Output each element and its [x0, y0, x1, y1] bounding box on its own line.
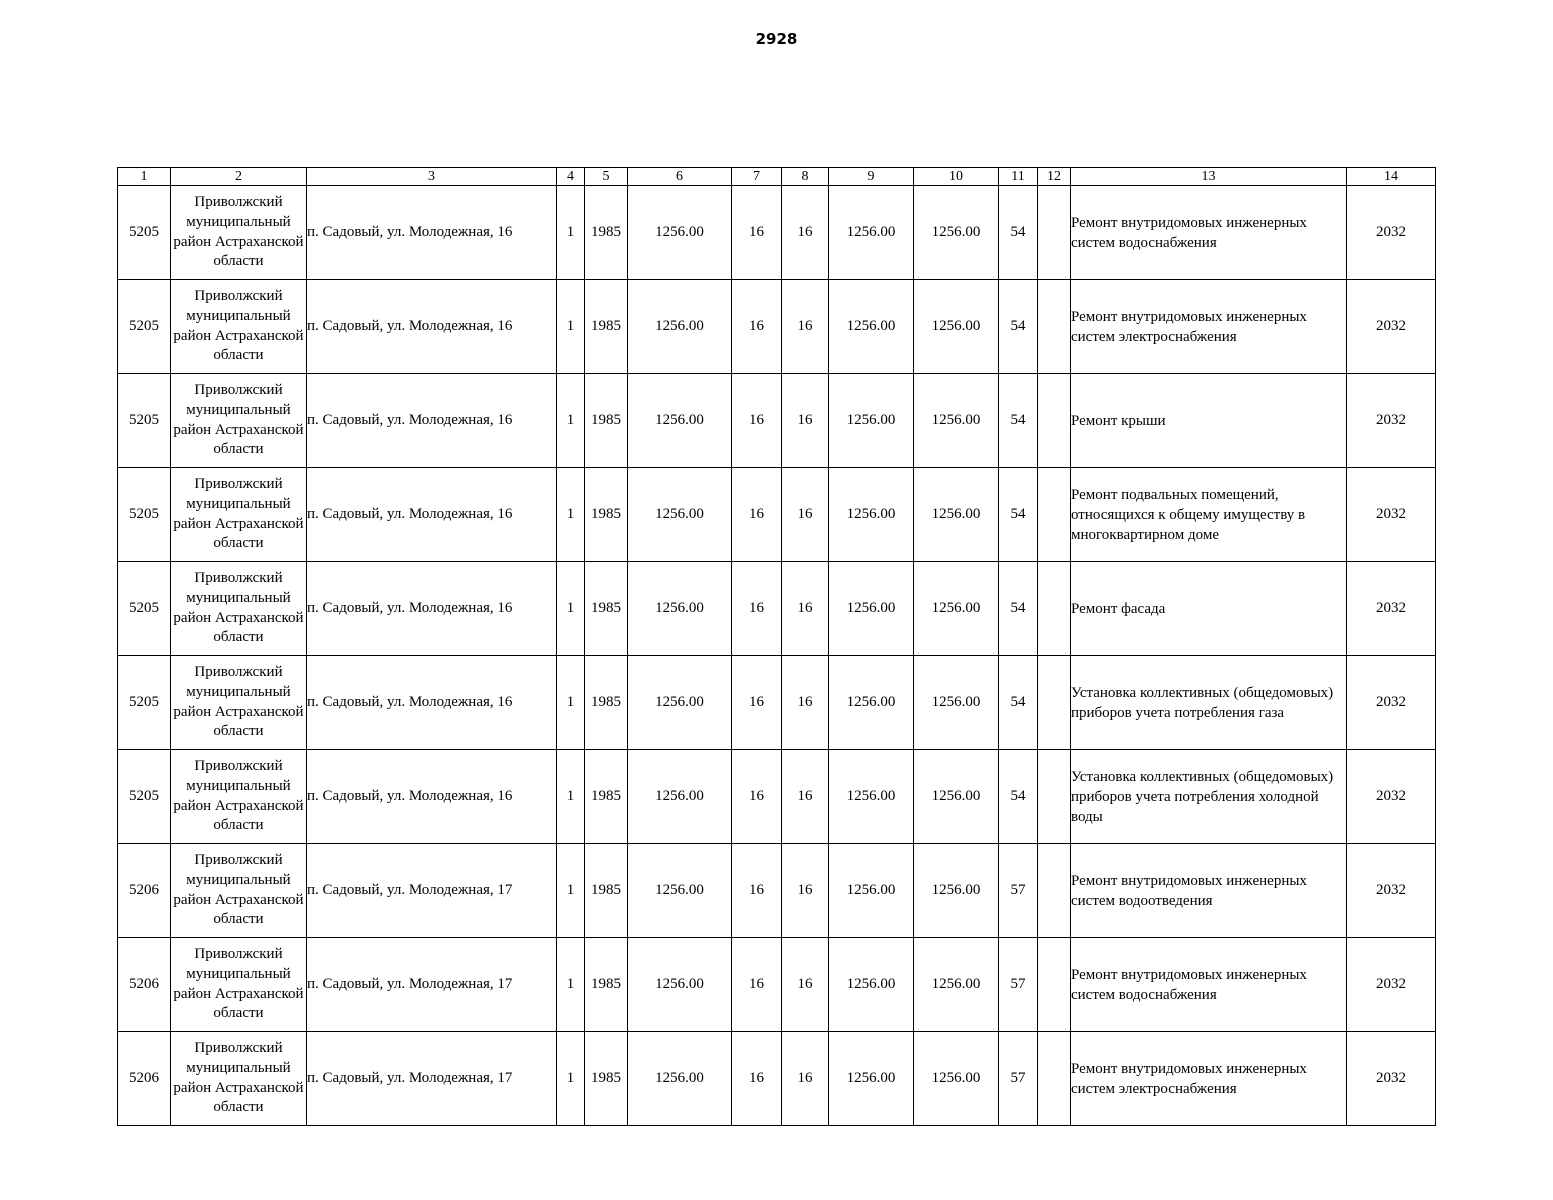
cell-plan-year: 2032: [1347, 562, 1436, 656]
column-header: 7: [732, 168, 782, 186]
cell-work-type: Ремонт крыши: [1071, 374, 1347, 468]
cell-plan-year: 2032: [1347, 280, 1436, 374]
cell-col7: 16: [732, 562, 782, 656]
cell-municipality: Приволжский муниципальный район Астраханской области: [171, 374, 307, 468]
cell-col9: 1256.00: [829, 750, 914, 844]
cell-col8: 16: [782, 186, 829, 280]
cell-col11: 57: [999, 938, 1038, 1032]
column-header: 1: [118, 168, 171, 186]
cell-col12: [1038, 374, 1071, 468]
table-body: [118, 186, 1436, 1126]
cell-col11: 57: [999, 1032, 1038, 1126]
cell-record-id: 5205: [118, 186, 171, 280]
cell-year: 1985: [585, 280, 628, 374]
cell-work-type: Ремонт внутридомовых инженерных систем электроснабжения: [1071, 280, 1347, 374]
capital-repair-table: [117, 167, 1436, 1126]
column-header: 10: [914, 168, 999, 186]
cell-col6: 1256.00: [628, 1032, 732, 1126]
cell-col9: 1256.00: [829, 656, 914, 750]
cell-col4: 1: [557, 750, 585, 844]
cell-address: п. Садовый, ул. Молодежная, 16: [307, 750, 557, 844]
cell-col6: 1256.00: [628, 844, 732, 938]
cell-col10: 1256.00: [914, 562, 999, 656]
cell-col6: 1256.00: [628, 280, 732, 374]
cell-col10: 1256.00: [914, 656, 999, 750]
cell-col12: [1038, 186, 1071, 280]
cell-municipality: Приволжский муниципальный район Астраханской области: [171, 280, 307, 374]
cell-col8: 16: [782, 844, 829, 938]
cell-col4: 1: [557, 656, 585, 750]
cell-col6: 1256.00: [628, 186, 732, 280]
cell-record-id: 5205: [118, 280, 171, 374]
table-row: [118, 468, 1436, 562]
table-row: [118, 562, 1436, 656]
cell-record-id: 5205: [118, 656, 171, 750]
cell-col12: [1038, 844, 1071, 938]
cell-plan-year: 2032: [1347, 938, 1436, 1032]
cell-col4: 1: [557, 374, 585, 468]
cell-municipality: Приволжский муниципальный район Астраханской области: [171, 656, 307, 750]
cell-record-id: 5206: [118, 844, 171, 938]
cell-col6: 1256.00: [628, 468, 732, 562]
column-header: 11: [999, 168, 1038, 186]
cell-col9: 1256.00: [829, 938, 914, 1032]
cell-address: п. Садовый, ул. Молодежная, 16: [307, 656, 557, 750]
cell-plan-year: 2032: [1347, 750, 1436, 844]
header-row: [118, 168, 1436, 186]
column-header: 4: [557, 168, 585, 186]
cell-year: 1985: [585, 844, 628, 938]
cell-col7: 16: [732, 844, 782, 938]
cell-col9: 1256.00: [829, 562, 914, 656]
cell-work-type: Ремонт внутридомовых инженерных систем водоснабжения: [1071, 938, 1347, 1032]
cell-address: п. Садовый, ул. Молодежная, 16: [307, 280, 557, 374]
cell-col7: 16: [732, 938, 782, 1032]
cell-municipality: Приволжский муниципальный район Астраханской области: [171, 844, 307, 938]
cell-col10: 1256.00: [914, 844, 999, 938]
cell-col12: [1038, 280, 1071, 374]
cell-address: п. Садовый, ул. Молодежная, 16: [307, 186, 557, 280]
column-header: 12: [1038, 168, 1071, 186]
cell-col8: 16: [782, 374, 829, 468]
cell-address: п. Садовый, ул. Молодежная, 16: [307, 374, 557, 468]
cell-col12: [1038, 750, 1071, 844]
cell-col7: 16: [732, 374, 782, 468]
cell-work-type: Ремонт фасада: [1071, 562, 1347, 656]
cell-year: 1985: [585, 938, 628, 1032]
cell-year: 1985: [585, 562, 628, 656]
column-header: 8: [782, 168, 829, 186]
cell-col11: 57: [999, 844, 1038, 938]
column-header: 9: [829, 168, 914, 186]
cell-col11: 54: [999, 750, 1038, 844]
table-row: [118, 280, 1436, 374]
cell-work-type: Ремонт внутридомовых инженерных систем водоотведения: [1071, 844, 1347, 938]
cell-plan-year: 2032: [1347, 1032, 1436, 1126]
cell-year: 1985: [585, 186, 628, 280]
cell-record-id: 5205: [118, 468, 171, 562]
cell-col8: 16: [782, 656, 829, 750]
cell-year: 1985: [585, 374, 628, 468]
cell-work-type: Ремонт подвальных помещений, относящихся к общему имуществу в многоквартирном доме: [1071, 468, 1347, 562]
cell-col12: [1038, 468, 1071, 562]
cell-col6: 1256.00: [628, 938, 732, 1032]
cell-col8: 16: [782, 280, 829, 374]
cell-municipality: Приволжский муниципальный район Астраханской области: [171, 562, 307, 656]
cell-col9: 1256.00: [829, 468, 914, 562]
table-row: [118, 844, 1436, 938]
column-header: 5: [585, 168, 628, 186]
cell-work-type: Ремонт внутридомовых инженерных систем водоснабжения: [1071, 186, 1347, 280]
cell-col11: 54: [999, 656, 1038, 750]
cell-col9: 1256.00: [829, 844, 914, 938]
cell-col12: [1038, 1032, 1071, 1126]
cell-col10: 1256.00: [914, 938, 999, 1032]
cell-col9: 1256.00: [829, 186, 914, 280]
cell-col4: 1: [557, 186, 585, 280]
cell-col10: 1256.00: [914, 186, 999, 280]
cell-col4: 1: [557, 562, 585, 656]
cell-col11: 54: [999, 186, 1038, 280]
cell-col7: 16: [732, 750, 782, 844]
cell-col4: 1: [557, 468, 585, 562]
cell-municipality: Приволжский муниципальный район Астраханской области: [171, 938, 307, 1032]
cell-col9: 1256.00: [829, 374, 914, 468]
cell-col6: 1256.00: [628, 656, 732, 750]
cell-col8: 16: [782, 1032, 829, 1126]
cell-municipality: Приволжский муниципальный район Астраханской области: [171, 750, 307, 844]
cell-col12: [1038, 562, 1071, 656]
cell-col4: 1: [557, 938, 585, 1032]
cell-col7: 16: [732, 280, 782, 374]
cell-municipality: Приволжский муниципальный район Астраханской области: [171, 186, 307, 280]
cell-address: п. Садовый, ул. Молодежная, 17: [307, 938, 557, 1032]
cell-plan-year: 2032: [1347, 186, 1436, 280]
cell-address: п. Садовый, ул. Молодежная, 16: [307, 468, 557, 562]
cell-col9: 1256.00: [829, 280, 914, 374]
cell-col10: 1256.00: [914, 280, 999, 374]
cell-municipality: Приволжский муниципальный район Астраханской области: [171, 1032, 307, 1126]
table-row: [118, 750, 1436, 844]
cell-col7: 16: [732, 1032, 782, 1126]
cell-plan-year: 2032: [1347, 374, 1436, 468]
cell-work-type: Установка коллективных (общедомовых) приборов учета потребления холодной воды: [1071, 750, 1347, 844]
cell-col9: 1256.00: [829, 1032, 914, 1126]
cell-record-id: 5205: [118, 562, 171, 656]
cell-col7: 16: [732, 656, 782, 750]
column-header: 6: [628, 168, 732, 186]
cell-col12: [1038, 938, 1071, 1032]
cell-plan-year: 2032: [1347, 468, 1436, 562]
cell-col10: 1256.00: [914, 750, 999, 844]
cell-col12: [1038, 656, 1071, 750]
cell-plan-year: 2032: [1347, 656, 1436, 750]
column-header: 14: [1347, 168, 1436, 186]
table-row: [118, 374, 1436, 468]
cell-col8: 16: [782, 750, 829, 844]
cell-address: п. Садовый, ул. Молодежная, 16: [307, 562, 557, 656]
cell-work-type: Установка коллективных (общедомовых) приборов учета потребления газа: [1071, 656, 1347, 750]
cell-col11: 54: [999, 468, 1038, 562]
cell-col10: 1256.00: [914, 468, 999, 562]
column-header: 3: [307, 168, 557, 186]
table-row: [118, 938, 1436, 1032]
cell-col8: 16: [782, 468, 829, 562]
cell-record-id: 5205: [118, 374, 171, 468]
column-header: 13: [1071, 168, 1347, 186]
cell-year: 1985: [585, 1032, 628, 1126]
cell-col8: 16: [782, 938, 829, 1032]
cell-record-id: 5206: [118, 938, 171, 1032]
cell-year: 1985: [585, 656, 628, 750]
cell-col8: 16: [782, 562, 829, 656]
cell-municipality: Приволжский муниципальный район Астраханской области: [171, 468, 307, 562]
cell-plan-year: 2032: [1347, 844, 1436, 938]
table-row: [118, 186, 1436, 280]
cell-col10: 1256.00: [914, 1032, 999, 1126]
cell-address: п. Садовый, ул. Молодежная, 17: [307, 844, 557, 938]
cell-year: 1985: [585, 468, 628, 562]
cell-col6: 1256.00: [628, 750, 732, 844]
cell-col11: 54: [999, 562, 1038, 656]
cell-col7: 16: [732, 186, 782, 280]
table-row: [118, 1032, 1436, 1126]
page-number: 2928: [755, 30, 798, 48]
cell-col6: 1256.00: [628, 374, 732, 468]
cell-col6: 1256.00: [628, 562, 732, 656]
cell-address: п. Садовый, ул. Молодежная, 17: [307, 1032, 557, 1126]
cell-col11: 54: [999, 280, 1038, 374]
cell-record-id: 5205: [118, 750, 171, 844]
cell-work-type: Ремонт внутридомовых инженерных систем электроснабжения: [1071, 1032, 1347, 1126]
cell-col11: 54: [999, 374, 1038, 468]
cell-col10: 1256.00: [914, 374, 999, 468]
cell-record-id: 5206: [118, 1032, 171, 1126]
cell-col4: 1: [557, 844, 585, 938]
cell-year: 1985: [585, 750, 628, 844]
cell-col7: 16: [732, 468, 782, 562]
cell-col4: 1: [557, 1032, 585, 1126]
column-header: 2: [171, 168, 307, 186]
table-row: [118, 656, 1436, 750]
cell-col4: 1: [557, 280, 585, 374]
